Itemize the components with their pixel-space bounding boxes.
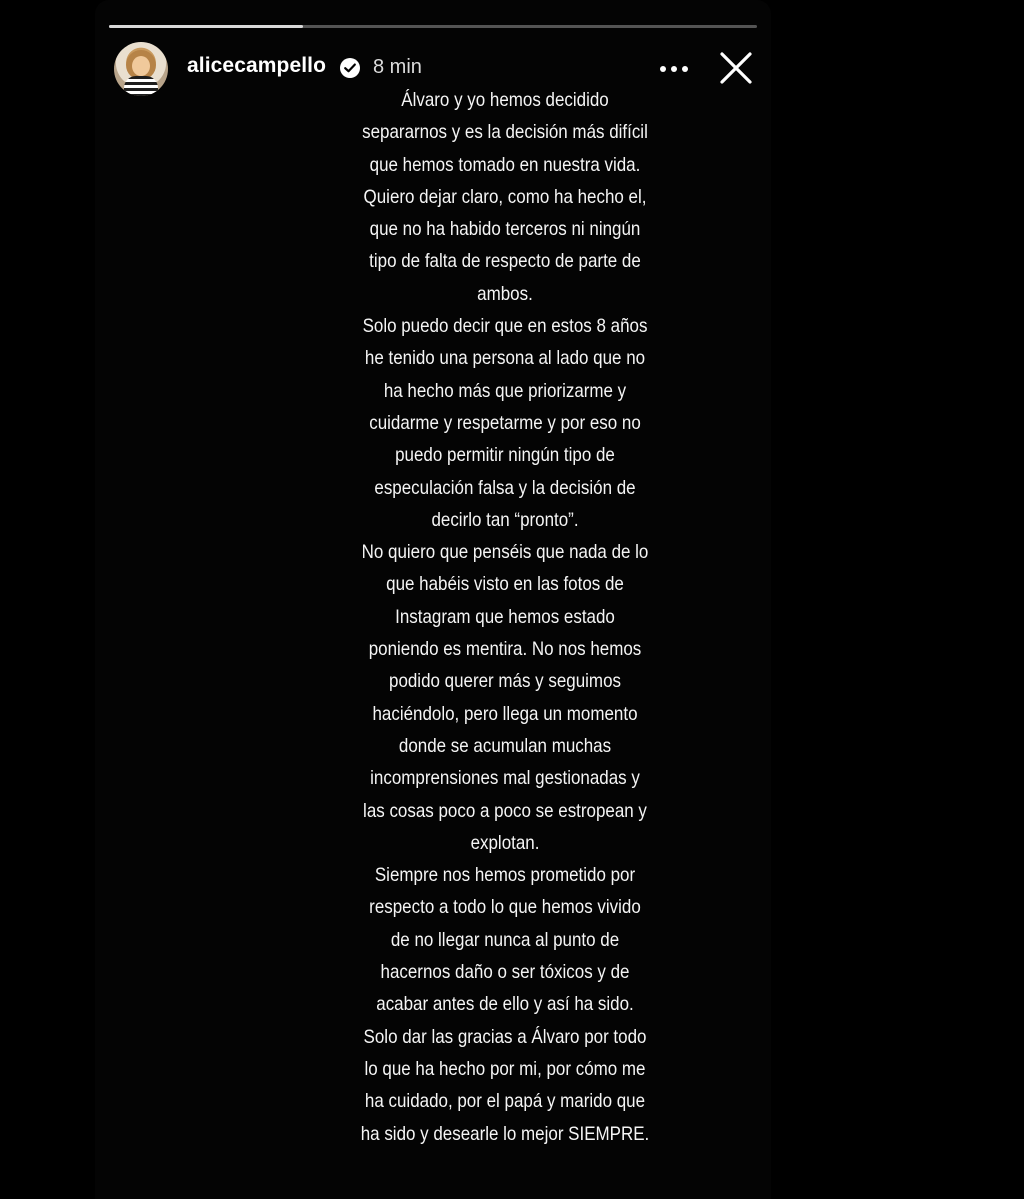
- verified-check-icon: [343, 61, 357, 75]
- story-message-line: separarnos y es la decisión más difícil: [362, 121, 648, 144]
- story-message-line: puedo permitir ningún tipo de: [395, 444, 615, 467]
- story-message-line: decirlo tan “pronto”.: [431, 508, 579, 531]
- story-message-line: ha hecho más que priorizarme y: [383, 379, 627, 402]
- story-message-line: especulación falsa y la decisión de: [374, 476, 636, 499]
- story-message-line: haciéndolo, pero llega un momento: [372, 702, 638, 725]
- story-message-line: tipo de falta de respecto de parte de: [369, 250, 641, 273]
- more-icon[interactable]: [659, 65, 689, 73]
- story-message-line: he tenido una persona al lado que no: [364, 347, 646, 370]
- more-icon-dot: [671, 66, 677, 72]
- verified-badge-icon: [340, 58, 360, 78]
- story-message-line: Solo dar las gracias a Álvaro por todo: [363, 1025, 647, 1048]
- story-message-line: las cosas poco a poco se estropean y: [363, 799, 647, 822]
- story-progress-bar: [109, 25, 757, 28]
- more-icon-dot: [682, 66, 688, 72]
- story-message-line: cuidarme y respetarme y por eso no: [369, 411, 641, 434]
- story-message-line: respecto a todo lo que hemos vivido: [369, 896, 641, 919]
- story-message-line: podido querer más y seguimos: [389, 670, 621, 693]
- story-message-line: hacernos daño o ser tóxicos y de: [380, 961, 630, 984]
- avatar-face-shape: [132, 56, 150, 76]
- close-icon[interactable]: [719, 51, 753, 85]
- story-message-line: Solo puedo decir que en estos 8 años: [362, 315, 648, 338]
- story-message-line: que no ha habido terceros ni ningún: [369, 218, 641, 241]
- more-icon-dot: [660, 66, 666, 72]
- story-progress-fill: [109, 25, 303, 28]
- story-message-line: No quiero que penséis que nada de lo: [361, 541, 649, 564]
- story-message-line: Siempre nos hemos prometido por: [374, 864, 636, 887]
- story-message-line: Quiero dejar claro, como ha hecho el,: [363, 185, 647, 208]
- story-message-line: que hemos tomado en nuestra vida.: [369, 153, 641, 176]
- story-message-line: donde se acumulan muchas: [398, 734, 612, 757]
- story-message-line: explotan.: [470, 831, 540, 854]
- story-message-line: acabar antes de ello y así ha sido.: [376, 993, 634, 1016]
- story-timestamp: 8 min: [373, 56, 422, 78]
- story-message-line: ha cuidado, por el papá y marido que: [364, 1090, 646, 1113]
- story-message-line: Instagram que hemos estado: [395, 605, 615, 628]
- profile-avatar[interactable]: [114, 42, 168, 96]
- story-message-line: poniendo es mentira. No nos hemos: [368, 638, 642, 661]
- story-message-line: que habéis visto en las fotos de: [386, 573, 624, 596]
- instagram-story[interactable]: [95, 0, 771, 1199]
- story-message-line: lo que ha hecho por mi, por cómo me: [364, 1057, 646, 1080]
- story-message: [285, 84, 725, 1150]
- story-message-line: de no llegar nunca al punto de: [390, 928, 620, 951]
- story-message-line: ambos.: [477, 282, 533, 305]
- story-message-line: incomprensiones mal gestionadas y: [370, 767, 640, 790]
- story-message-line: ha sido y desearle lo mejor SIEMPRE.: [360, 1122, 650, 1145]
- username[interactable]: alicecampello: [187, 54, 327, 77]
- avatar-shirt-shape: [124, 76, 158, 96]
- story-message-line: Álvaro y yo hemos decidido: [401, 89, 609, 111]
